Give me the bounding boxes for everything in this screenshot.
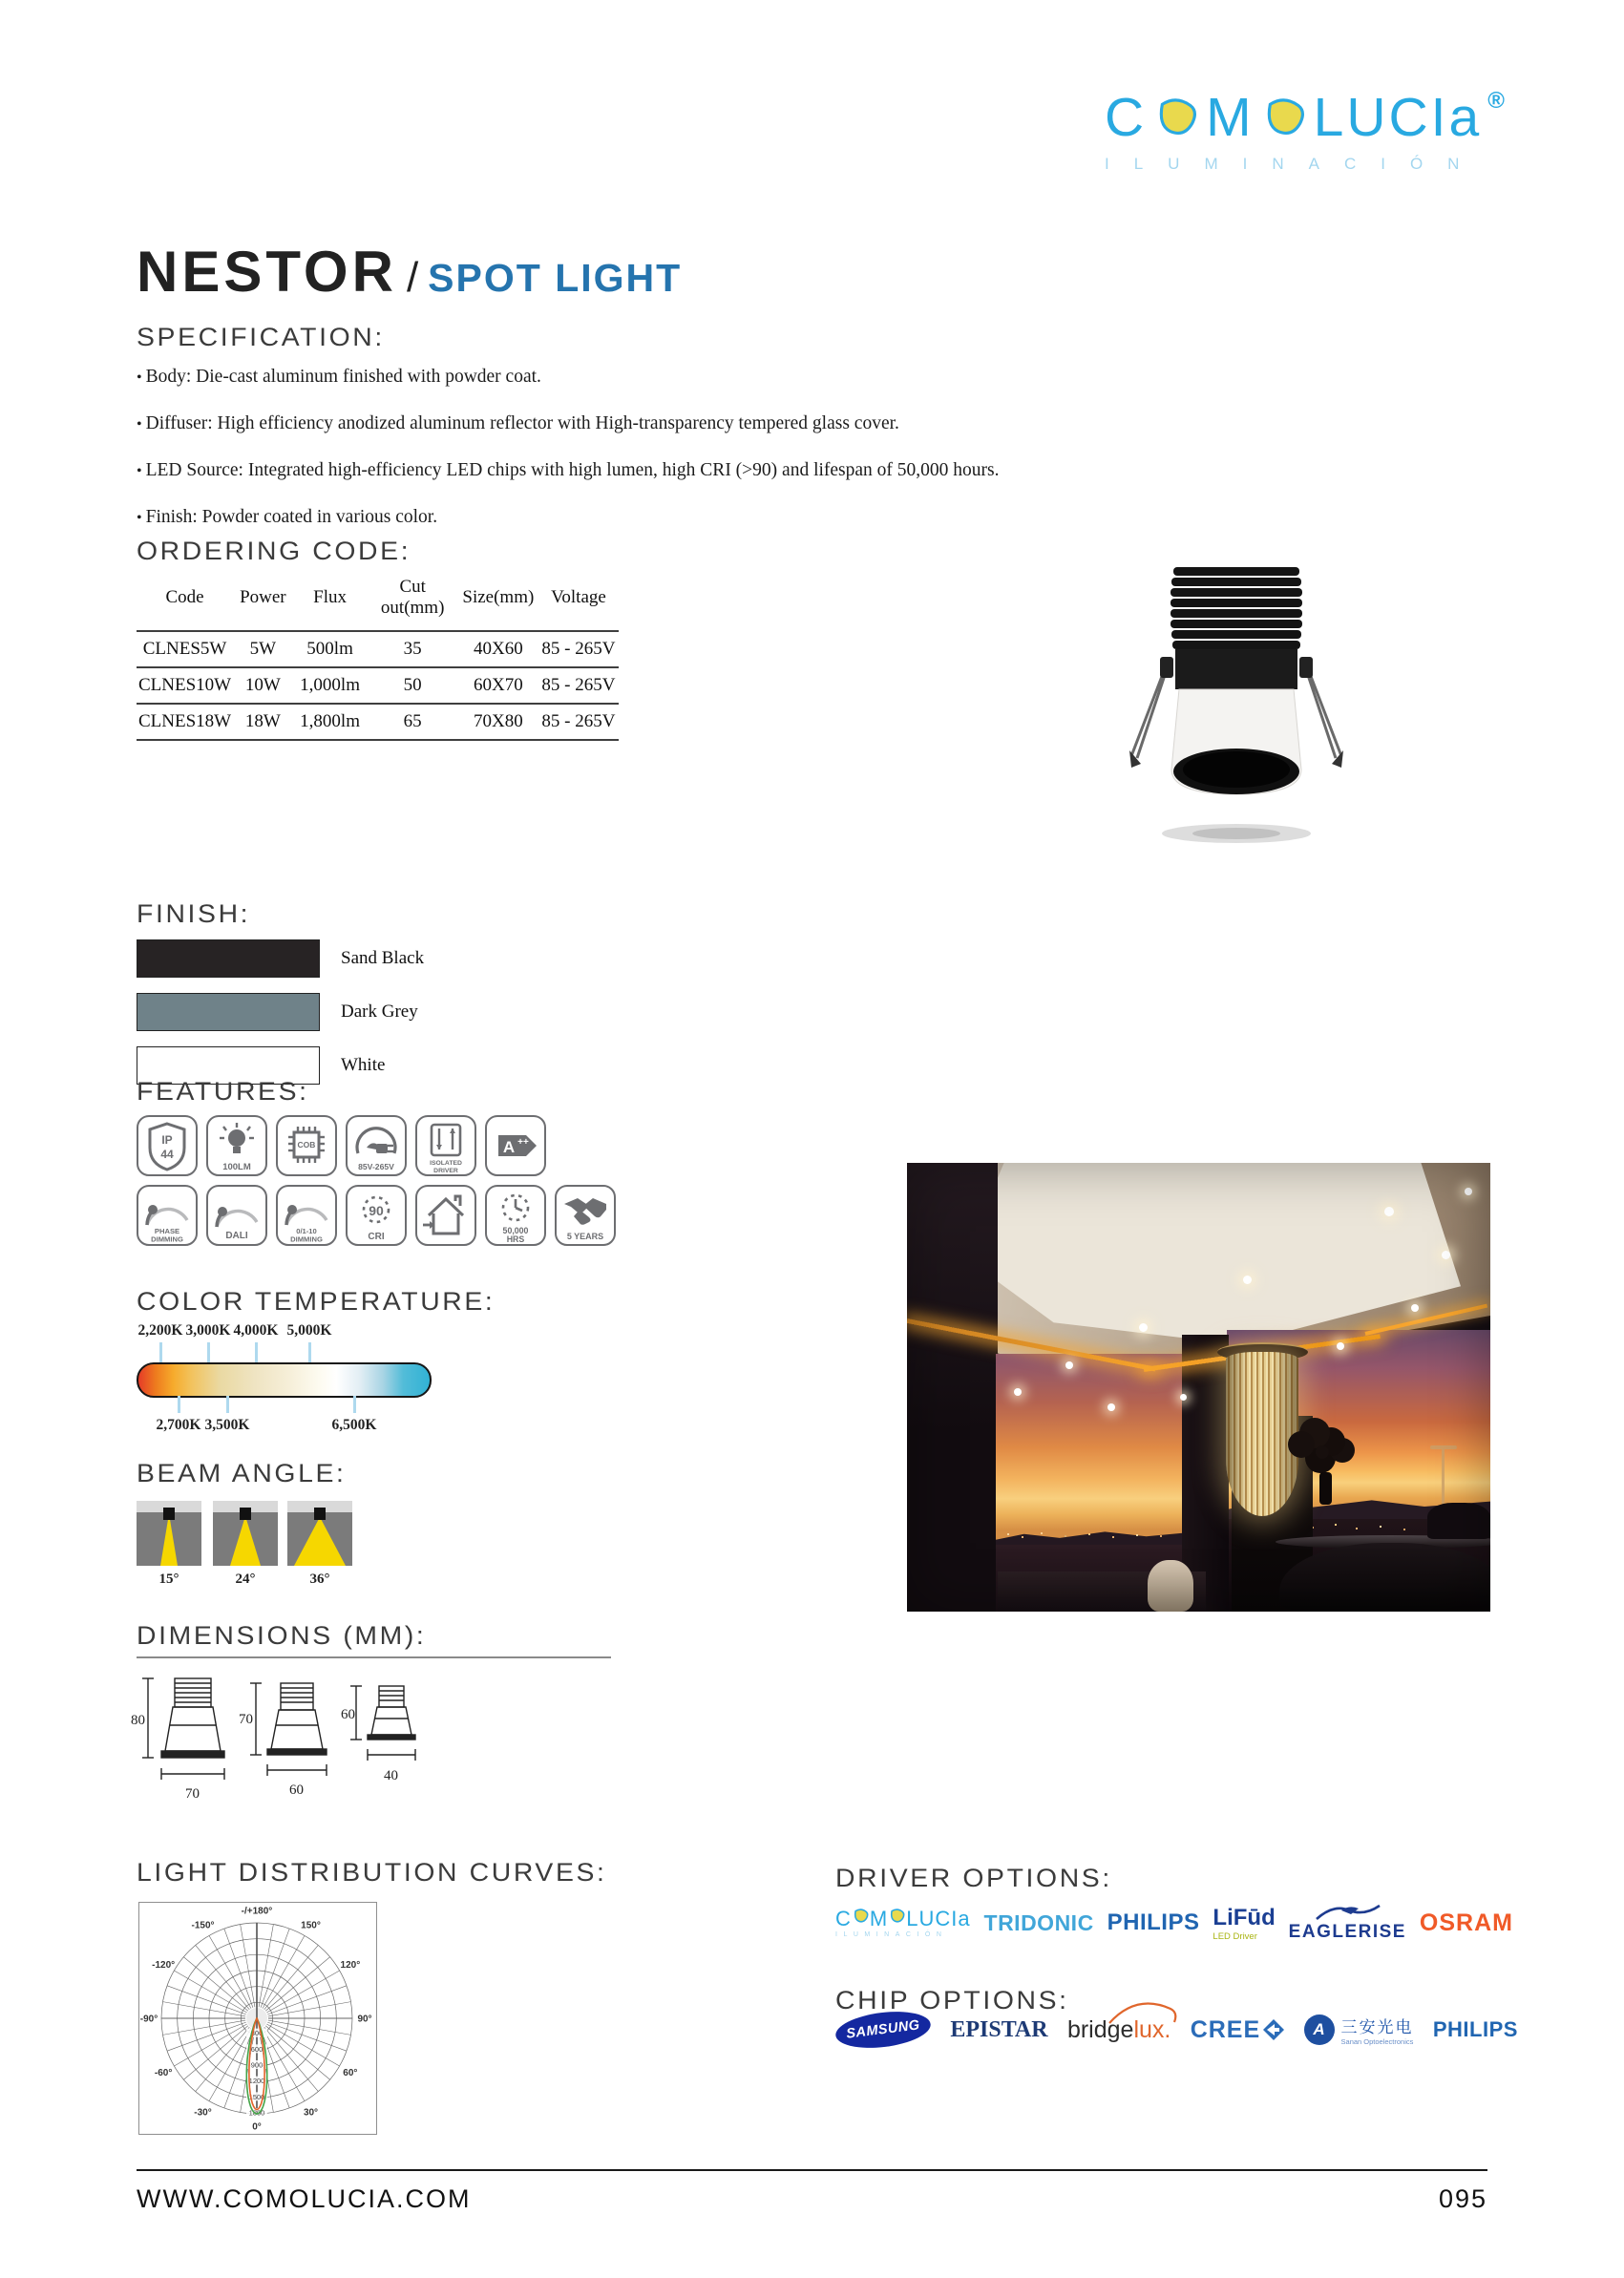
svg-text:1200: 1200: [248, 2077, 265, 2086]
column-header: Flux: [293, 571, 368, 631]
cct-label: 4,000K: [233, 1322, 279, 1339]
driver-options-heading: DRIVER OPTIONS:: [835, 1864, 1112, 1892]
logo-subtitle: ILUMINACIÓN: [1105, 155, 1485, 173]
cct-tick: [159, 1342, 162, 1362]
cct-tick: [353, 1396, 356, 1413]
beam-angle-value: 24°: [235, 1571, 256, 1587]
comolucia-logo: C M LUCIa ILUMINACIÓN: [835, 1906, 971, 1938]
bridgelux-arc-icon: [1107, 2001, 1182, 2024]
cct-label: 6,500K: [331, 1417, 377, 1433]
column-header: Size(mm): [458, 571, 538, 631]
svg-text:-120°: -120°: [152, 1960, 176, 1971]
cell: 85 - 265V: [538, 704, 619, 740]
svg-text:90°: 90°: [357, 2014, 372, 2025]
cct-label: 2,200K: [137, 1322, 183, 1339]
cell: 10W: [233, 667, 292, 704]
svg-text:1500: 1500: [248, 2092, 265, 2101]
registered-mark: ®: [1487, 87, 1505, 114]
cct-label: 5,000K: [286, 1322, 332, 1339]
svg-text:-150°: -150°: [191, 1920, 215, 1931]
finish-heading: FINISH:: [137, 899, 251, 928]
svg-text:++: ++: [517, 1137, 529, 1148]
dimension-drawing-3: [339, 1678, 439, 1798]
svg-text:600: 600: [250, 2044, 264, 2054]
cct-label: 2,700K: [156, 1417, 201, 1433]
cell: 500lm: [293, 631, 368, 667]
voltage-range-icon: [346, 1115, 407, 1176]
svg-text:50,000: 50,000: [502, 1226, 529, 1235]
cell: CLNES10W: [137, 667, 233, 704]
finish-label: Sand Black: [341, 948, 425, 968]
svg-text:DRIVER: DRIVER: [433, 1168, 458, 1174]
color-temperature-heading: COLOR TEMPERATURE:: [137, 1287, 496, 1316]
cell: 65: [368, 704, 458, 740]
epistar-logo: EPISTAR: [950, 2016, 1048, 2042]
svg-text:CRI: CRI: [368, 1232, 385, 1242]
lumen-output-icon: [206, 1115, 267, 1176]
cell: 35: [368, 631, 458, 667]
svg-text:COB: COB: [297, 1140, 316, 1150]
finish-swatch-dark-grey: [137, 993, 320, 1031]
svg-text:DIMMING: DIMMING: [151, 1234, 183, 1244]
features-row-1: [137, 1115, 546, 1176]
specification-list: [137, 367, 1187, 554]
ordering-table: [137, 571, 619, 741]
logo-o-icon: [1154, 97, 1198, 146]
svg-text:0/1-10: 0/1-10: [296, 1227, 317, 1235]
tridonic-logo: TRIDONIC: [983, 1909, 1094, 1935]
bridgelux-logo: bridge lux .: [1067, 2016, 1171, 2044]
dimension-drawing-1: [127, 1671, 242, 1819]
beam-diagram-15: [137, 1501, 201, 1566]
svg-text:44: 44: [160, 1148, 174, 1161]
sanan-logo: A 三安光电 Sanan Optoelectronics: [1304, 2014, 1414, 2046]
title-separator: /: [406, 254, 419, 301]
finish-option: [137, 993, 424, 1031]
svg-text:100LM: 100LM: [222, 1162, 251, 1172]
finish-swatch-sand-black: [137, 939, 320, 978]
eaglerise-bird-icon: [1313, 1903, 1381, 1922]
svg-text:-90°: -90°: [139, 2014, 158, 2025]
svg-text:0°: 0°: [252, 2121, 262, 2133]
column-header: Cut out(mm): [368, 571, 458, 631]
energy-class-icon: [485, 1115, 546, 1176]
cell: 1,000lm: [293, 667, 368, 704]
brand-logo: [1105, 87, 1505, 174]
philips-chip-logo: PHILIPS: [1432, 2017, 1518, 2041]
column-header: Power: [233, 571, 292, 631]
eaglerise-logo: EAGLERISE: [1289, 1903, 1406, 1943]
logo-letter: M: [1206, 87, 1255, 148]
svg-text:-30°: -30°: [194, 2107, 212, 2119]
svg-text:5 YEARS: 5 YEARS: [566, 1232, 604, 1241]
svg-text:DIMMING: DIMMING: [290, 1234, 323, 1244]
beam-diagram-36: [287, 1501, 352, 1566]
svg-text:60°: 60°: [343, 2068, 358, 2078]
table-header-row: [137, 571, 619, 631]
svg-text:85V-265V: 85V-265V: [358, 1162, 394, 1171]
ordering-heading: ORDERING CODE:: [137, 537, 411, 565]
beam-angle-value: 36°: [309, 1571, 330, 1587]
svg-text:-60°: -60°: [154, 2068, 173, 2078]
dimensions-divider: [137, 1656, 611, 1658]
logo-o-icon: [889, 1909, 905, 1930]
cct-tick: [226, 1396, 229, 1413]
finish-option: [137, 939, 424, 978]
cct-tick: [178, 1396, 180, 1413]
cell: 40X60: [458, 631, 538, 667]
cct-label: 3,500K: [204, 1417, 250, 1433]
svg-text:120°: 120°: [340, 1960, 361, 1971]
svg-text:150°: 150°: [301, 1920, 321, 1931]
cri-90-icon: [346, 1185, 407, 1246]
cree-logo: CREE: [1191, 2016, 1284, 2044]
lifespan-50000hrs-icon: [485, 1185, 546, 1246]
cree-diamond-icon: [1263, 2019, 1284, 2040]
cell: CLNES5W: [137, 631, 233, 667]
finish-options: [137, 939, 424, 1085]
dimension-drawing-2: [237, 1676, 347, 1814]
dimensions-heading: DIMENSIONS (MM):: [137, 1621, 427, 1650]
samsung-logo: SAMSUNG: [833, 2007, 933, 2053]
beam-angle-value: 15°: [158, 1571, 179, 1587]
cell: 18W: [233, 704, 292, 740]
svg-text:900: 900: [250, 2060, 264, 2070]
osram-logo: OSRAM: [1419, 1909, 1513, 1936]
svg-text:IP: IP: [161, 1133, 173, 1147]
svg-text:80: 80: [131, 1713, 145, 1728]
beam-diagram-24: [213, 1501, 278, 1566]
cell: 60X70: [458, 667, 538, 704]
svg-text:ISOLATED: ISOLATED: [430, 1160, 462, 1167]
cct-tick: [308, 1342, 311, 1362]
light-distribution-chart: [138, 1902, 377, 2135]
svg-text:HRS: HRS: [506, 1234, 525, 1244]
column-header: Voltage: [538, 571, 619, 631]
svg-text:60: 60: [289, 1782, 304, 1798]
svg-text:70: 70: [185, 1786, 200, 1802]
cell: 70X80: [458, 704, 538, 740]
column-header: Code: [137, 571, 233, 631]
table-row: [137, 631, 619, 667]
chip-options-heading: CHIP OPTIONS:: [835, 1986, 1069, 2014]
svg-text:PHASE: PHASE: [154, 1227, 180, 1235]
finish-label: Dark Grey: [341, 1002, 418, 1022]
features-heading: FEATURES:: [137, 1077, 309, 1106]
svg-text:30°: 30°: [303, 2107, 319, 2119]
spec-bullet: • LED Source: Integrated high-efficiency LED chips with high lumen, high CRI (>90) and lifespan of 50,000 hours.: [137, 460, 1187, 481]
svg-text:40: 40: [384, 1768, 398, 1783]
table-row: [137, 704, 619, 740]
spec-bullet: • Diffuser: High efficiency anodized aluminum reflector with High-transparency tempered glass cover.: [137, 413, 1187, 434]
application-photo: [907, 1163, 1490, 1612]
logo-letter: LUCIa: [1313, 87, 1483, 148]
svg-text:70: 70: [239, 1712, 253, 1727]
page-number: 095: [1438, 2184, 1487, 2213]
product-name: NESTOR: [137, 240, 397, 304]
svg-text:60: 60: [341, 1707, 355, 1722]
chip-logos-row: [835, 2013, 1518, 2047]
features-row-2: [137, 1185, 616, 1246]
svg-text:300: 300: [250, 2029, 264, 2038]
isolated-driver-icon: [415, 1115, 476, 1176]
distribution-heading: LIGHT DISTRIBUTION CURVES:: [137, 1858, 607, 1887]
svg-text:A: A: [502, 1138, 516, 1156]
cell: CLNES18W: [137, 704, 233, 740]
svg-text:90: 90: [369, 1203, 384, 1218]
lifud-logo: LiFūd LED Driver: [1213, 1904, 1276, 1942]
indoor-use-icon: [415, 1185, 476, 1246]
driver-logos-row: [835, 1903, 1513, 1943]
footer-divider: [137, 2169, 1487, 2171]
cell: 1,800lm: [293, 704, 368, 740]
cct-gradient-bar: [137, 1362, 432, 1398]
cct-tick: [207, 1342, 210, 1362]
cob-chip-icon: [276, 1115, 337, 1176]
cct-label: 3,000K: [185, 1322, 231, 1339]
logo-o-icon: [853, 1909, 869, 1930]
cell: 85 - 265V: [538, 667, 619, 704]
finish-label: White: [341, 1055, 386, 1075]
philips-logo: PHILIPS: [1107, 1909, 1200, 1935]
svg-text:-/+180°: -/+180°: [241, 1906, 273, 1917]
specification-heading: SPECIFICATION:: [137, 323, 385, 351]
phase-dimming-icon: [137, 1185, 198, 1246]
footer-website: WWW.COMOLUCIA.COM: [137, 2184, 472, 2213]
0-1-10v-dimming-icon: [276, 1185, 337, 1246]
svg-text:DALI: DALI: [225, 1231, 248, 1241]
cell: 5W: [233, 631, 292, 667]
dali-dimming-icon: [206, 1185, 267, 1246]
product-photo: [1103, 554, 1370, 854]
cell: 85 - 265V: [538, 631, 619, 667]
cell: 50: [368, 667, 458, 704]
product-category: SPOT LIGHT: [428, 256, 683, 300]
sanan-badge-icon: A: [1304, 2014, 1335, 2045]
svg-text:1800: 1800: [248, 2108, 265, 2118]
logo-letter: C: [1105, 87, 1148, 148]
cct-tick: [255, 1342, 258, 1362]
warranty-handshake-icon: [555, 1185, 616, 1246]
spec-bullet: • Finish: Powder coated in various color.: [137, 507, 1187, 528]
logo-o-icon: [1262, 97, 1306, 146]
beam-angle-heading: BEAM ANGLE:: [137, 1459, 347, 1487]
table-row: [137, 667, 619, 704]
ip44-rating-icon: [137, 1115, 198, 1176]
spec-bullet: • Body: Die-cast aluminum finished with powder coat.: [137, 367, 1187, 388]
page-title: [137, 239, 682, 305]
